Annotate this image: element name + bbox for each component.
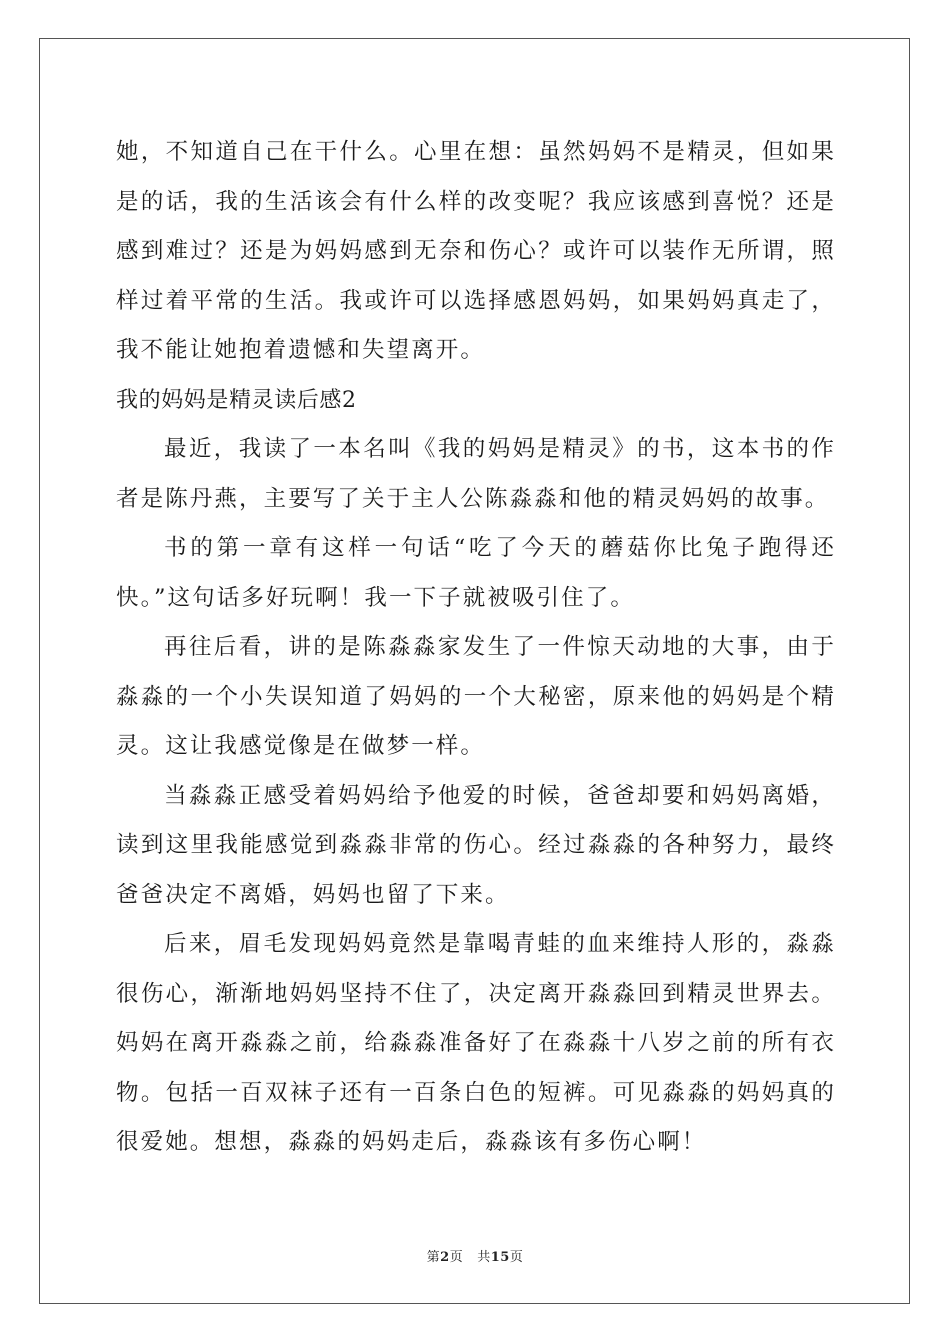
- page-unit: 页: [449, 1250, 464, 1265]
- paragraph-1: 最近，我读了一本名叫《我的妈妈是精灵》的书，这本书的作者是陈丹燕，主要写了关于主人公陈淼淼和他的精灵妈妈的故事。: [116, 436, 836, 512]
- paragraph-5: 后来，眉毛发现妈妈竟然是靠喝青蛙的血来维持人形的，淼淼很伤心，渐渐地妈妈坚持不住了，决定离开淼淼回到精灵世界去。妈妈在离开淼淼之前，给淼淼准备好了在淼淼十八岁之前的所有衣物。包括一百双袜子还有一百条白色的短裤。可见淼淼的妈妈真的很爱她。想想，淼淼的妈妈走后，淼淼该有多伤心啊！: [116, 931, 836, 1155]
- paragraph-continued: 她，不知道自己在干什么。心里在想：虽然妈妈不是精灵，但如果是的话，我的生活该会有什么样的改变呢？我应该感到喜悦？还是感到难过？还是为妈妈感到无奈和伤心？或许可以装作无所谓，照样过着平常的生活。我或许可以选择感恩妈妈，如果妈妈真走了，我不能让她抱着遗憾和失望离开。: [116, 139, 836, 363]
- paragraph-4: 当淼淼正感受着妈妈给予他爱的时候，爸爸却要和妈妈离婚，读到这里我能感觉到淼淼非常的伤心。经过淼淼的各种努力，最终爸爸决定不离婚，妈妈也留了下来。: [116, 782, 836, 908]
- total-unit: 页: [509, 1250, 524, 1265]
- section-heading: 我的妈妈是精灵读后感2: [116, 387, 357, 413]
- paragraph-3: 再往后看，讲的是陈淼淼家发生了一件惊天动地的大事，由于淼淼的一个小失误知道了妈妈的一个大秘密，原来他的妈妈是个精灵。这让我感觉像是在做梦一样。: [116, 634, 836, 759]
- page-total-number: 15: [490, 1250, 510, 1265]
- document-body: [116, 128, 836, 1168]
- page-footer: [0, 1246, 950, 1265]
- page-prefix: 第: [426, 1250, 441, 1265]
- page-current-number: 2: [440, 1250, 450, 1265]
- paragraph-2: 书的第一章有这样一句话“吃了今天的蘑菇你比兔子跑得还快。”这句话多好玩啊！我一下子就被吸引住了。: [116, 535, 836, 611]
- total-prefix: 共: [477, 1250, 491, 1265]
